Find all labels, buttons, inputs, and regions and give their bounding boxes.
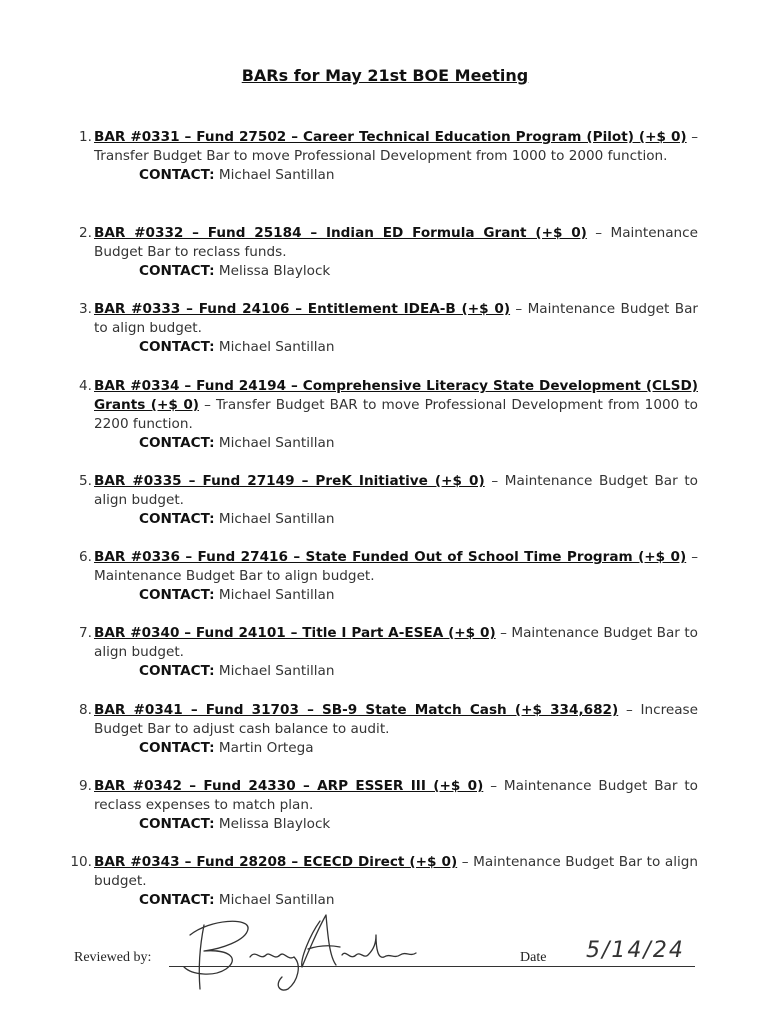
bar-title: BAR #0334 – Fund 24194 – Comprehensive Literacy State Development (CLSD) Grants (+$ 0) <box>94 378 698 413</box>
contact-label: CONTACT: <box>139 740 215 756</box>
bar-title: BAR #0331 – Fund 27502 – Career Technical Education Program (Pilot) (+$ 0) <box>94 129 687 145</box>
item-number: 9. <box>79 778 92 794</box>
contact-name: Melissa Blaylock <box>218 263 331 279</box>
page-title: BARs for May 21st BOE Meeting <box>241 66 529 85</box>
list-item <box>79 300 698 357</box>
item-body <box>94 300 698 338</box>
bar-title: BAR #0341 – Fund 31703 – SB-9 State Match Cash (+$ 334,682) <box>94 702 619 718</box>
item-number: 1. <box>79 129 92 145</box>
bar-description: – Maintenance Budget Bar to align budget. <box>94 854 698 889</box>
contact-label: CONTACT: <box>139 663 215 679</box>
bar-title: BAR #0333 – Fund 24106 – Entitlement IDEA-B (+$ 0) <box>94 301 511 317</box>
item-number: 10. <box>70 854 92 870</box>
bar-title: BAR #0335 – Fund 27149 – PreK Initiative (+$ 0) <box>94 473 485 489</box>
signature-line <box>169 966 583 967</box>
list-item <box>79 377 698 453</box>
item-body <box>94 224 698 262</box>
contact-label: CONTACT: <box>139 435 215 451</box>
reviewed-by-label: Reviewed by: <box>74 950 152 965</box>
list-item <box>79 777 698 834</box>
contact-name: Michael Santillan <box>218 511 335 527</box>
bar-description: – Maintenance Budget Bar to align budget. <box>94 473 699 508</box>
contact-label: CONTACT: <box>139 511 215 527</box>
contact-line <box>94 739 698 758</box>
contact-name: Melissa Blaylock <box>218 816 331 832</box>
contact-label: CONTACT: <box>139 167 215 183</box>
contact-label: CONTACT: <box>139 339 215 355</box>
contact-line <box>94 166 698 185</box>
item-body <box>94 701 698 739</box>
contact-line <box>94 510 698 529</box>
item-number: 2. <box>79 225 92 241</box>
date-line <box>557 966 695 967</box>
item-number: 8. <box>79 702 92 718</box>
bar-title: BAR #0336 – Fund 27416 – State Funded Out of School Time Program (+$ 0) <box>94 549 687 565</box>
bar-description: – Maintenance Budget Bar to align budget. <box>94 625 698 660</box>
contact-line <box>94 434 698 453</box>
list-item <box>79 701 699 758</box>
bar-description: – Transfer Budget Bar to move Professional Development from 1000 to 2000 function. <box>94 129 698 164</box>
contact-line <box>94 586 698 605</box>
list-item <box>79 224 699 281</box>
bar-description: – Maintenance Budget Bar to reclass funds. <box>94 225 699 260</box>
contact-name: Michael Santillan <box>218 435 335 451</box>
review-footer <box>74 938 714 980</box>
list-item <box>70 853 698 910</box>
bar-description: – Increase Budget Bar to adjust cash balance to audit. <box>94 702 699 737</box>
handwritten-date: 5/14/24 <box>586 938 685 963</box>
contact-label: CONTACT: <box>139 263 215 279</box>
contact-name: Michael Santillan <box>218 339 335 355</box>
bar-description: – Maintenance Budget Bar to align budget. <box>94 301 698 336</box>
bar-description: – Transfer Budget BAR to move Professional Development from 1000 to 2200 function. <box>94 397 698 432</box>
contact-line <box>94 662 698 681</box>
list-item <box>79 548 698 605</box>
item-body <box>94 548 698 586</box>
item-body <box>94 472 698 510</box>
item-body <box>94 853 698 891</box>
contact-label: CONTACT: <box>139 816 215 832</box>
list-item <box>79 472 699 529</box>
item-number: 4. <box>79 378 92 394</box>
contact-name: Michael Santillan <box>218 167 335 183</box>
bar-title: BAR #0343 – Fund 28208 – ECECD Direct (+$ 0) <box>94 854 458 870</box>
contact-label: CONTACT: <box>139 892 215 908</box>
list-item <box>79 624 698 681</box>
contact-line <box>94 338 698 357</box>
item-number: 5. <box>79 473 92 489</box>
contact-name: Michael Santillan <box>218 892 335 908</box>
item-number: 6. <box>79 549 92 565</box>
contact-line <box>94 262 698 281</box>
contact-name: Martin Ortega <box>218 740 314 756</box>
date-label: Date <box>520 950 547 965</box>
bar-description: – Maintenance Budget Bar to align budget. <box>94 549 698 584</box>
contact-label: CONTACT: <box>139 587 215 603</box>
item-number: 3. <box>79 301 92 317</box>
bar-title: BAR #0342 – Fund 24330 – ARP ESSER III (+$ 0) <box>94 778 484 794</box>
list-item <box>79 128 698 185</box>
bar-title: BAR #0332 – Fund 25184 – Indian ED Formula Grant (+$ 0) <box>94 225 587 241</box>
item-body <box>94 377 698 434</box>
item-body <box>94 128 698 166</box>
item-body <box>94 777 698 815</box>
contact-name: Michael Santillan <box>218 663 335 679</box>
contact-name: Michael Santillan <box>218 587 335 603</box>
bar-description: – Maintenance Budget Bar to reclass expenses to match plan. <box>94 778 698 813</box>
item-body <box>94 624 698 662</box>
item-number: 7. <box>79 625 92 641</box>
bar-title: BAR #0340 – Fund 24101 – Title I Part A-ESEA (+$ 0) <box>94 625 496 641</box>
contact-line <box>94 815 698 834</box>
